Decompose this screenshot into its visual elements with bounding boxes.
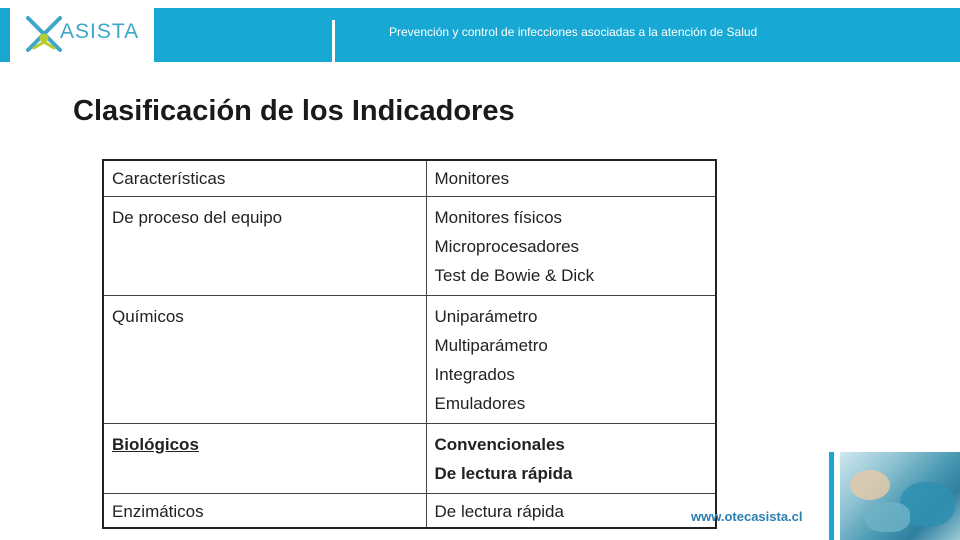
- monitors-cell: [426, 494, 716, 529]
- surgery-photo: [840, 452, 960, 540]
- column-header-monitors: Monitores: [426, 160, 716, 197]
- monitor-item: Microprocesadores: [434, 237, 580, 256]
- table-row: [103, 197, 716, 296]
- logo-text: ASISTA: [60, 20, 140, 43]
- category-cell: Biológicos: [103, 424, 426, 494]
- website-url: www.otecasista.cl: [691, 509, 803, 524]
- monitor-item: Multiparámetro: [434, 336, 548, 355]
- header-subtitle: Prevención y control de infecciones asociadas a la atención de Salud: [389, 25, 758, 39]
- table-row: [103, 424, 716, 494]
- header-left-strip: [0, 8, 10, 62]
- logo-figure-icon: [24, 12, 64, 58]
- monitor-item: Emuladores: [434, 394, 526, 413]
- monitor-item: Integrados: [434, 365, 515, 384]
- indicators-table: [102, 159, 717, 529]
- slide-header: [0, 0, 960, 62]
- monitors-cell: [426, 296, 716, 424]
- table-header-row: [103, 160, 716, 197]
- monitors-cell: [426, 424, 716, 494]
- slide-title: Clasificación de los Indicadores: [73, 95, 515, 127]
- monitors-cell: [426, 197, 716, 296]
- category-cell: Químicos: [103, 296, 426, 424]
- table-row: [103, 296, 716, 424]
- column-header-characteristics: Características: [103, 160, 426, 197]
- monitor-item: Monitores físicos: [434, 208, 563, 227]
- monitor-item: De lectura rápida: [434, 502, 564, 521]
- monitor-item: Uniparámetro: [434, 307, 538, 326]
- category-cell: De proceso del equipo: [103, 197, 426, 296]
- photo-accent-bar: [829, 452, 834, 540]
- category-cell: Enzimáticos: [103, 494, 426, 529]
- monitor-item: Convencionales: [434, 435, 565, 454]
- logo: [10, 8, 151, 58]
- header-divider: [332, 20, 335, 62]
- table-row: [103, 494, 716, 529]
- monitor-item: Test de Bowie & Dick: [434, 266, 595, 285]
- monitor-item: De lectura rápida: [434, 464, 573, 483]
